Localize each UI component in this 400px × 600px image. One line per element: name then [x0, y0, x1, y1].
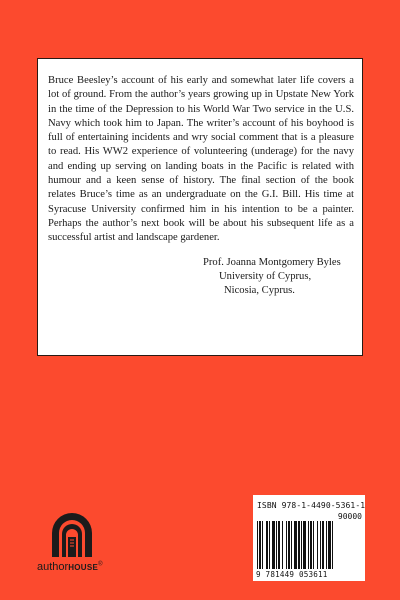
barcode-digits: 9 781449 053611	[256, 570, 328, 579]
attribution-location: Nicosia, Cyprus.	[224, 285, 295, 297]
barcode-box	[253, 495, 365, 581]
authorhouse-arch-logo-icon	[49, 513, 95, 559]
publisher-name-part1: author	[37, 561, 69, 573]
blurb-text: Bruce Beesley’s account of his early and somewhat later life covers a lot of ground. From the author’s years growing up in Upstate New York in the time of the Depression to his World War Two service in the U.S. Navy which took him to Japan. The writer’s account of his boyhood is full of entertaining incidents and wry social comment that is a pleasure to read. His WW2 experience of volunteering (underage) for the navy and ending up serving on landing boats in the Pacific is related with humour and a keen sense of history. The final section of the book relates Bruce’s time as an undergraduate on the G.I. Bill. His time at Syracuse University confirmed him in his intention to be a painter. Perhaps the author’s next book will be about his subsequent life as a successful artist and landscape gardener.	[48, 75, 354, 244]
attribution-institution: University of Cyprus,	[219, 270, 312, 282]
attribution-name: Prof. Joanna Montgomery Byles	[203, 256, 341, 268]
blurb-box	[37, 58, 363, 356]
attribution	[48, 256, 354, 299]
isbn-text: ISBN 978-1-4490-5361-1	[257, 501, 366, 510]
price-code: 90000	[337, 512, 362, 521]
barcode-icon	[257, 521, 361, 571]
publisher-name-part2: HOUSE	[68, 563, 99, 572]
publisher-wordmark	[37, 561, 103, 573]
registered-mark: ®	[98, 561, 103, 568]
publisher-logo	[37, 513, 127, 575]
